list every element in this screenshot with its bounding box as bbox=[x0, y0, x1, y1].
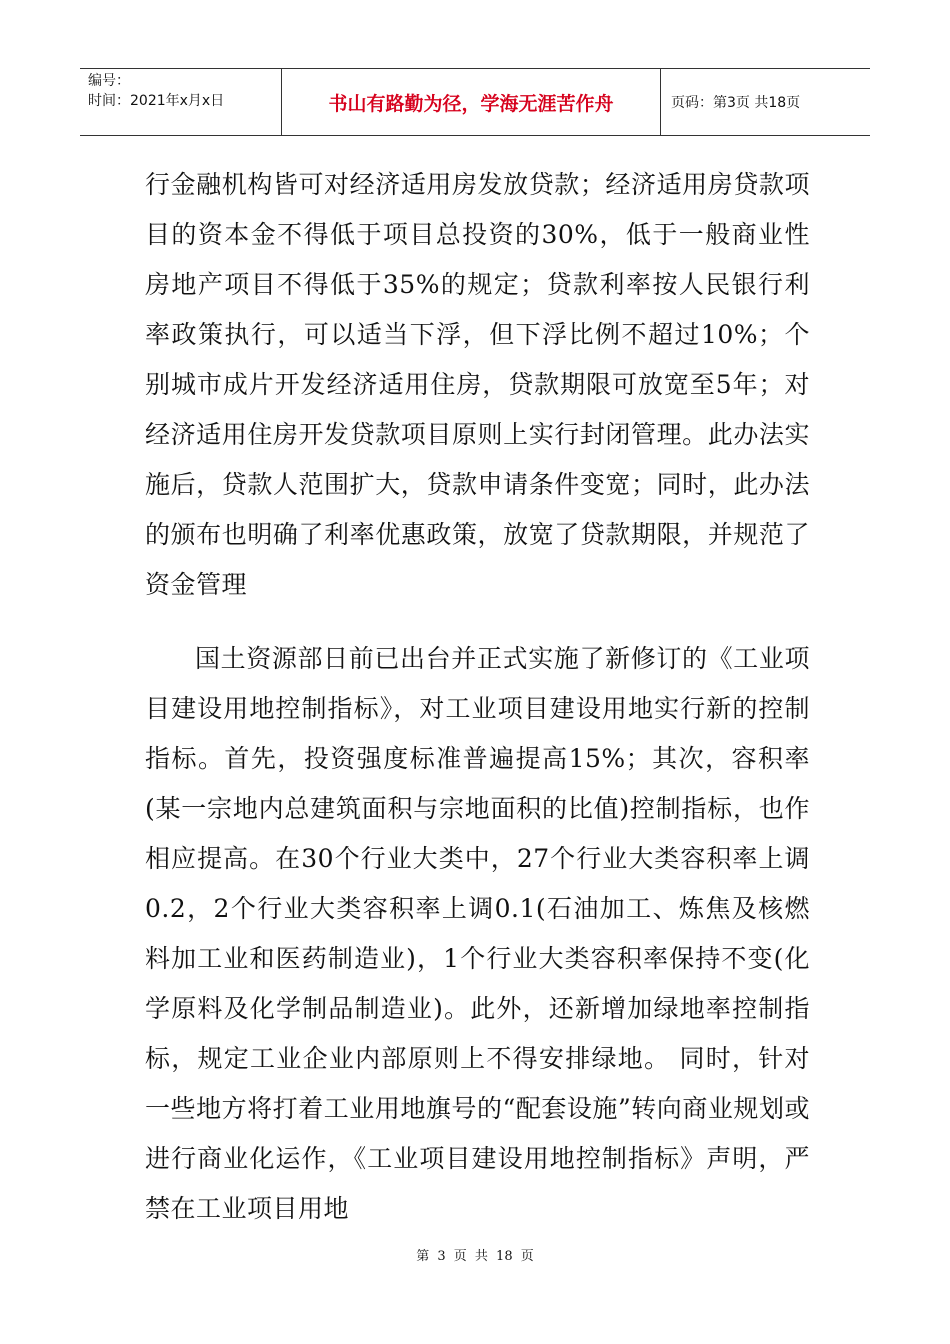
time-label: 时间：2021年x月x日 bbox=[88, 93, 225, 109]
header-motto: 书山有路勤为径，学海无涯苦作舟 bbox=[282, 69, 661, 135]
number-label: 编号： bbox=[88, 73, 130, 89]
page-header bbox=[80, 68, 870, 136]
header-page-info: 页码：第3页 共18页 bbox=[671, 95, 801, 111]
paragraph-1: 行金融机构皆可对经济适用房发放贷款；经济适用房贷款项目的资本金不得低于项目总投资的30%，低于一般商业性房地产项目不得低于35%的规定；贷款利率按人民银行利率政策执行，可以适当下浮，但下浮比例不超过10%；个别城市成片开发经济适用住房，贷款期限可放宽至5年；对经济适用住房开发贷款项目原则上实行封闭管理。此办法实施后，贷款人范围扩大，贷款申请条件变宽；同时，此办法的颁布也明确了利率优惠政策，放宽了贷款期限，并规范了资金管理 bbox=[145, 170, 810, 599]
document-body bbox=[145, 160, 810, 1234]
header-meta bbox=[80, 69, 282, 135]
paragraph-2: 国土资源部日前已出台并正式实施了新修订的《工业项目建设用地控制指标》，对工业项目建设用地实行新的控制指标。首先，投资强度标准普遍提高15%；其次，容积率(某一宗地内总建筑面积与宗地面积的比值)控制指标，也作相应提高。在30个行业大类中，27个行业大类容积率上调0.2，2个行业大类容积率上调0.1(石油加工、炼焦及核燃料加工业和医药制造业)，1个行业大类容积率保持不变(化学原料及化学制品制造业)。此外，还新增加绿地率控制指标，规定工业企业内部原则上不得安排绿地。 同时，针对一些地方将打着工业用地旗号的“配套设施”转向商业规划或进行商业化运作，《工业项目建设用地控制指标》声明，严禁在工业项目用地 bbox=[145, 644, 810, 1223]
page-footer: 第 3 页 共 18 页 bbox=[416, 1249, 534, 1264]
